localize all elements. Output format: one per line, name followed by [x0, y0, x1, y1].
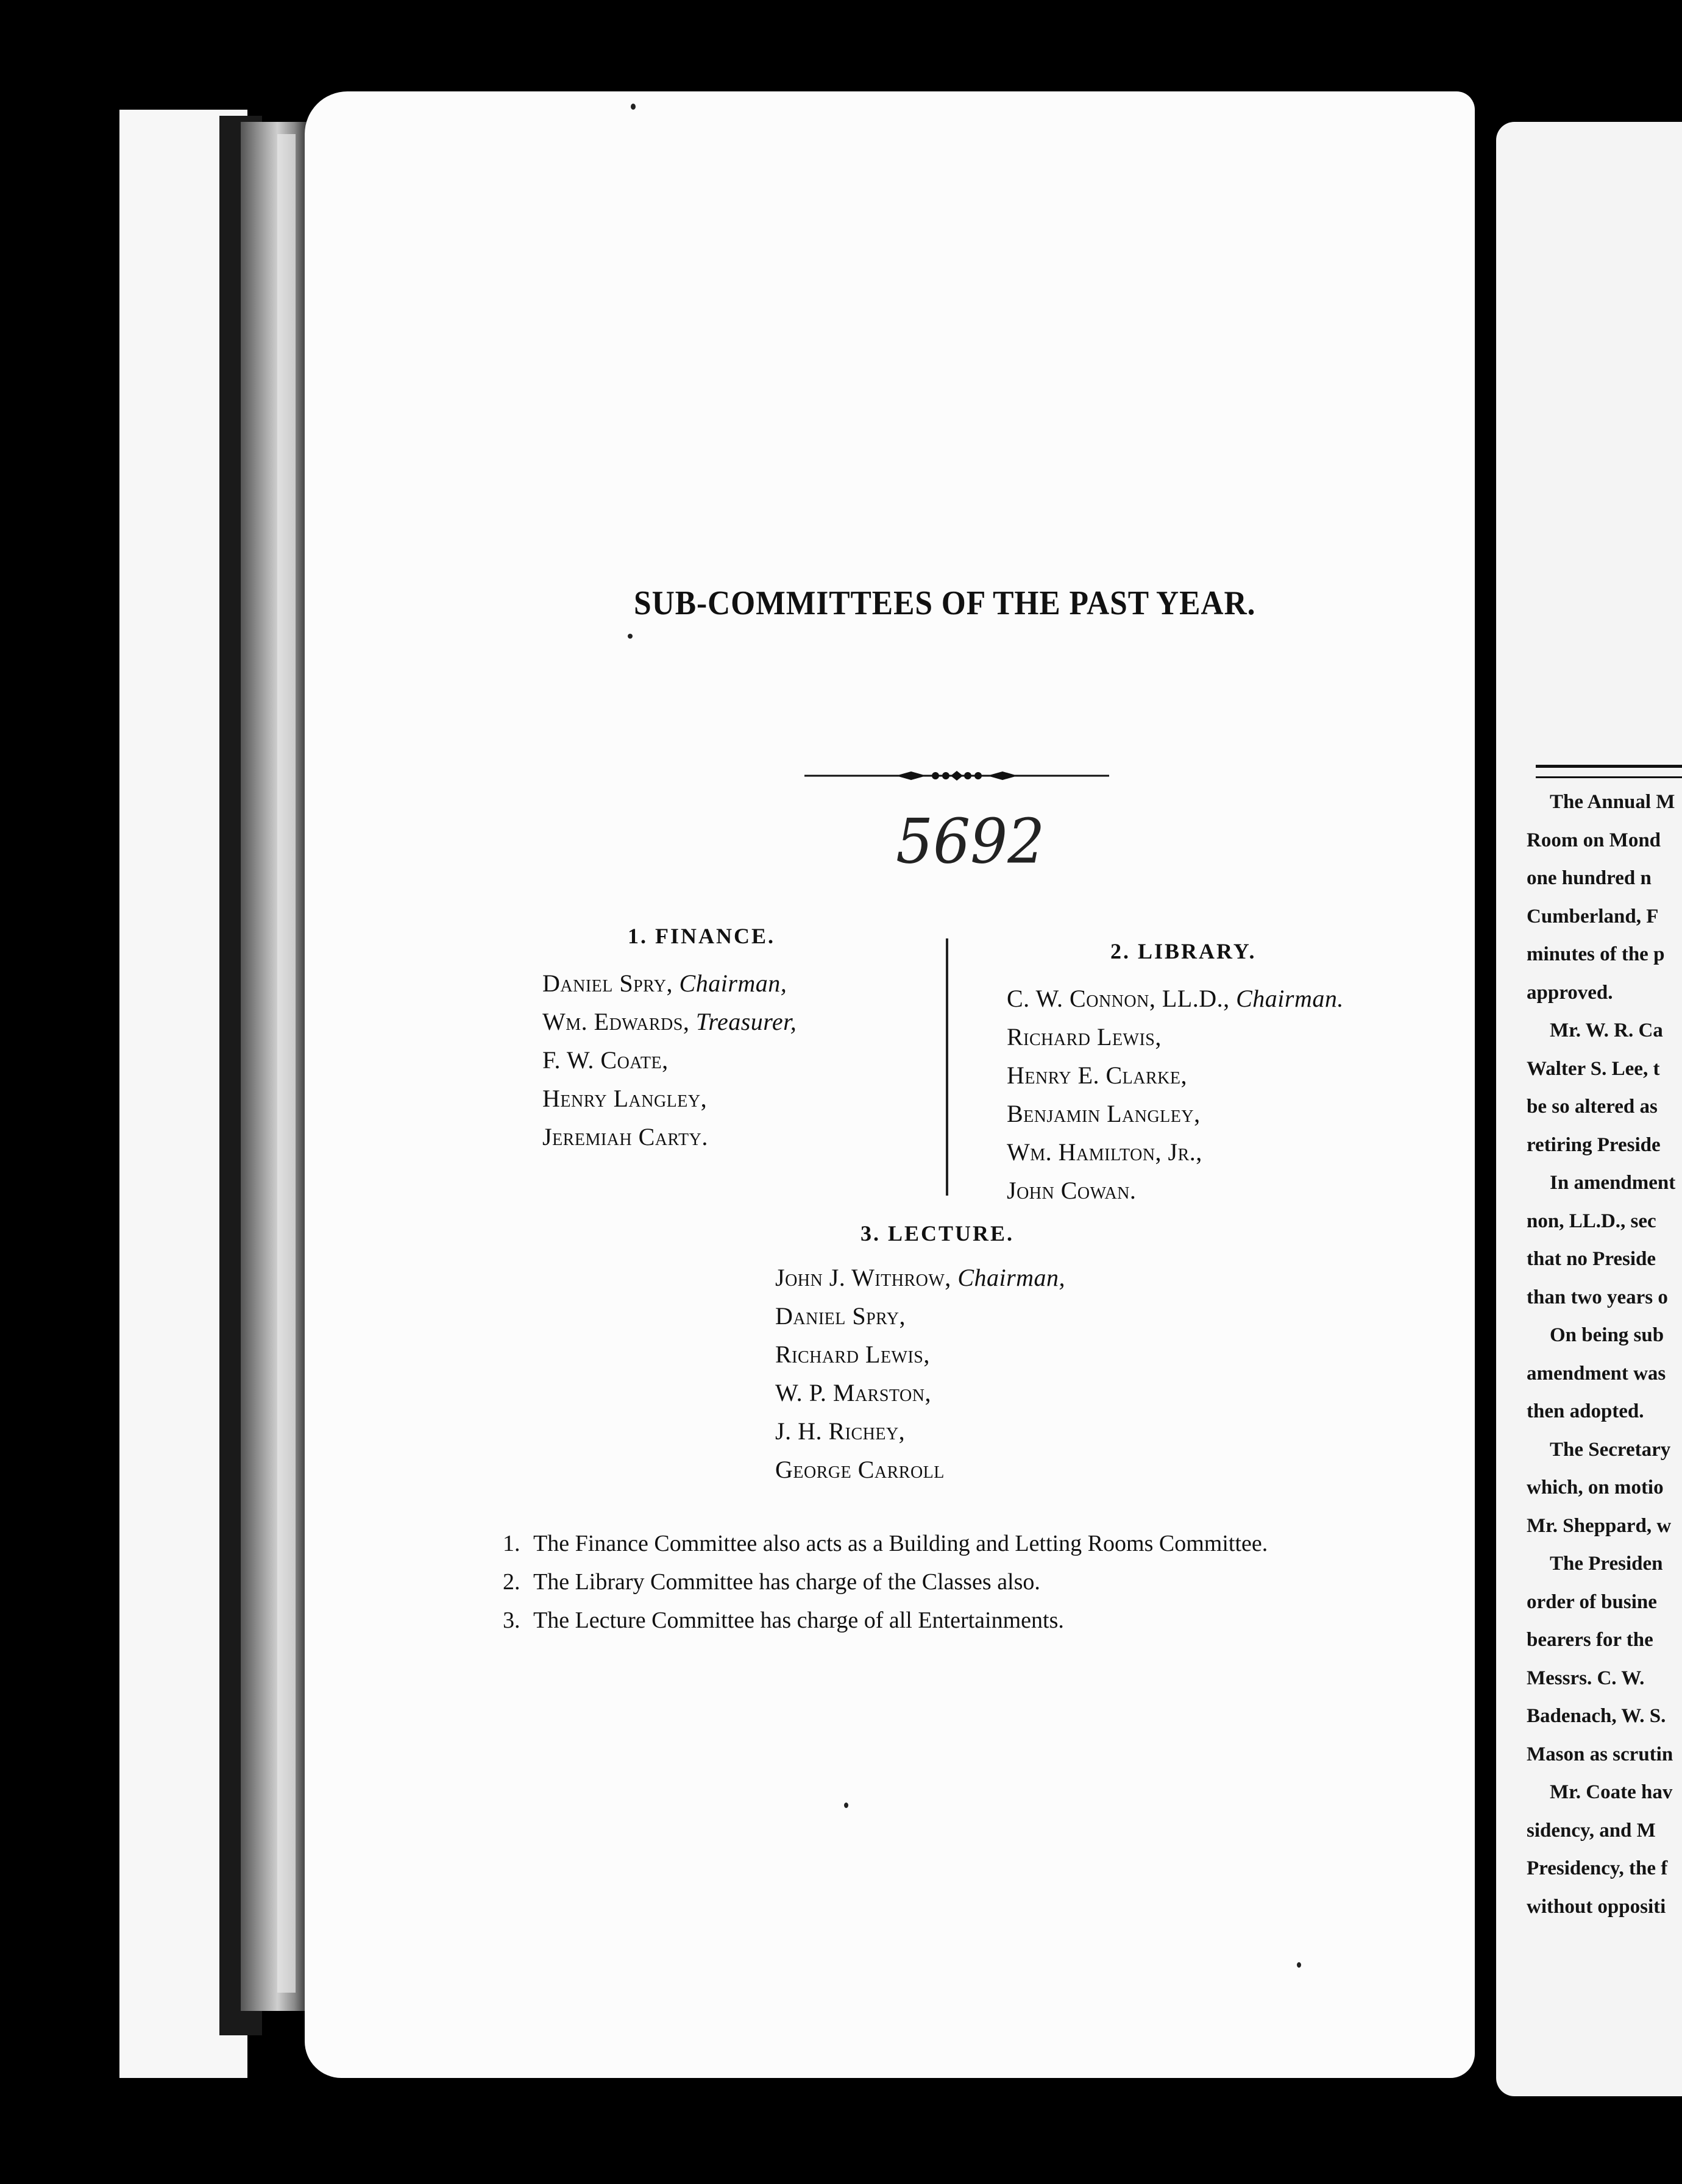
- member-entry: [542, 1118, 797, 1156]
- member-entry: [775, 1258, 1065, 1297]
- facing-line: without oppositi: [1527, 1895, 1666, 1918]
- member-entry: [542, 1002, 797, 1041]
- facing-line: that no Preside: [1527, 1248, 1656, 1270]
- page-block-highlight: [277, 134, 296, 1993]
- finance-heading: 1. FINANCE.: [628, 924, 776, 948]
- facing-line: be so altered as: [1527, 1096, 1658, 1118]
- member-name: Daniel Spry,: [775, 1302, 906, 1330]
- facing-line: Mason as scrutin: [1527, 1743, 1673, 1765]
- facing-line: bearers for the: [1527, 1629, 1653, 1651]
- note-line: [503, 1563, 1268, 1601]
- member-entry: [1007, 1133, 1344, 1171]
- facing-line: than two years o: [1527, 1286, 1668, 1308]
- scan-speck: [844, 1803, 848, 1808]
- facing-line: sidency, and M: [1527, 1819, 1656, 1842]
- member-role: Treasurer,: [695, 1008, 797, 1035]
- facing-line: minutes of the p: [1527, 943, 1665, 965]
- member-name: Wm. Edwards,: [542, 1008, 690, 1035]
- handwritten-accession-number: 5692: [896, 806, 1045, 878]
- facing-line: Walter S. Lee, t: [1527, 1057, 1660, 1080]
- library-heading: 2. LIBRARY.: [1110, 939, 1257, 963]
- facing-line: The Secretary: [1550, 1438, 1671, 1461]
- member-entry: [1007, 1094, 1344, 1133]
- member-name: J. H. Richey,: [775, 1417, 906, 1445]
- member-name: W. P. Marston,: [775, 1379, 931, 1406]
- member-role: Chairman,: [679, 970, 787, 997]
- member-entry: [775, 1335, 1065, 1374]
- scan-speck: [631, 104, 636, 110]
- member-name: F. W. Coate,: [542, 1046, 669, 1074]
- member-name: Benjamin Langley,: [1007, 1100, 1201, 1127]
- note-line: [503, 1525, 1268, 1563]
- member-entry: [542, 1079, 797, 1118]
- facing-line: On being sub: [1550, 1324, 1664, 1346]
- facing-line: retiring Preside: [1527, 1133, 1661, 1156]
- member-name: Henry Langley,: [542, 1085, 708, 1112]
- facing-line: non, LL.D., sec: [1527, 1210, 1656, 1232]
- facing-line: approved.: [1527, 981, 1613, 1004]
- member-name: Daniel Spry,: [542, 970, 673, 997]
- column-divider: [946, 938, 948, 1196]
- member-role: Chairman.: [1236, 985, 1344, 1012]
- ornamental-rule: [804, 767, 1109, 785]
- member-name: Henry E. Clarke,: [1007, 1062, 1187, 1089]
- facing-line: Badenach, W. S.: [1527, 1705, 1666, 1727]
- facing-line: Mr. Sheppard, w: [1527, 1514, 1672, 1537]
- lecture-member-list: [775, 1258, 1065, 1489]
- member-name: Richard Lewis,: [775, 1341, 930, 1368]
- member-name: Jeremiah Carty.: [542, 1123, 708, 1150]
- member-entry: [542, 1041, 797, 1079]
- facing-line: Cumberland, F: [1527, 905, 1659, 927]
- member-entry: [775, 1297, 1065, 1335]
- facing-line: Messrs. C. W.: [1527, 1667, 1645, 1689]
- note-text: The Library Committee has charge of the Classes also.: [533, 1569, 1040, 1595]
- note-number: 3.: [503, 1608, 520, 1633]
- facing-line: Room on Mond: [1527, 829, 1661, 851]
- scan-speck: [1297, 1962, 1301, 1968]
- scan-speck: [628, 634, 633, 639]
- facing-line: Presidency, the f: [1527, 1857, 1668, 1879]
- member-name: John J. Withrow,: [775, 1264, 951, 1291]
- facing-line: In amendment: [1550, 1172, 1676, 1194]
- facing-line: The Presiden: [1550, 1553, 1663, 1575]
- note-text: The Finance Committee also acts as a Building and Letting Rooms Committee.: [533, 1531, 1268, 1556]
- facing-line: amendment was: [1527, 1362, 1666, 1384]
- note-number: 1.: [503, 1531, 520, 1556]
- member-entry: [775, 1374, 1065, 1412]
- member-name: Wm. Hamilton, Jr.,: [1007, 1138, 1202, 1166]
- facing-line: Mr. W. R. Ca: [1550, 1019, 1663, 1041]
- library-member-list: [1007, 979, 1344, 1210]
- page-title: SUB-COMMITTEES OF THE PAST YEAR.: [634, 584, 1256, 622]
- member-name: George Carroll: [775, 1456, 945, 1483]
- page-block-edge: [241, 122, 308, 2011]
- facing-line: then adopted.: [1527, 1400, 1644, 1422]
- member-entry: [1007, 1018, 1344, 1056]
- facing-line: The Annual M: [1550, 791, 1675, 813]
- member-role: Chairman,: [957, 1264, 1066, 1291]
- lecture-heading: 3. LECTURE.: [861, 1221, 1015, 1246]
- member-entry: [1007, 1171, 1344, 1210]
- note-text: The Lecture Committee has charge of all Entertainments.: [533, 1608, 1064, 1633]
- member-entry: [775, 1412, 1065, 1450]
- member-name: Richard Lewis,: [1007, 1023, 1162, 1051]
- member-entry: [775, 1450, 1065, 1489]
- facing-line: Mr. Coate hav: [1550, 1781, 1673, 1803]
- note-line: [503, 1601, 1268, 1640]
- note-number: 2.: [503, 1569, 520, 1595]
- finance-member-list: [542, 964, 797, 1156]
- facing-line: order of busine: [1527, 1590, 1657, 1613]
- facing-page-double-rule: [1536, 765, 1682, 778]
- facing-line: one hundred n: [1527, 867, 1652, 889]
- member-entry: [1007, 979, 1344, 1018]
- member-entry: [542, 964, 797, 1002]
- committee-notes: [503, 1525, 1268, 1640]
- facing-page-text: [1527, 783, 1682, 1926]
- member-entry: [1007, 1056, 1344, 1094]
- member-name: C. W. Connon, LL.D.,: [1007, 985, 1230, 1012]
- facing-line: which, on motio: [1527, 1477, 1664, 1498]
- member-name: John Cowan.: [1007, 1177, 1137, 1204]
